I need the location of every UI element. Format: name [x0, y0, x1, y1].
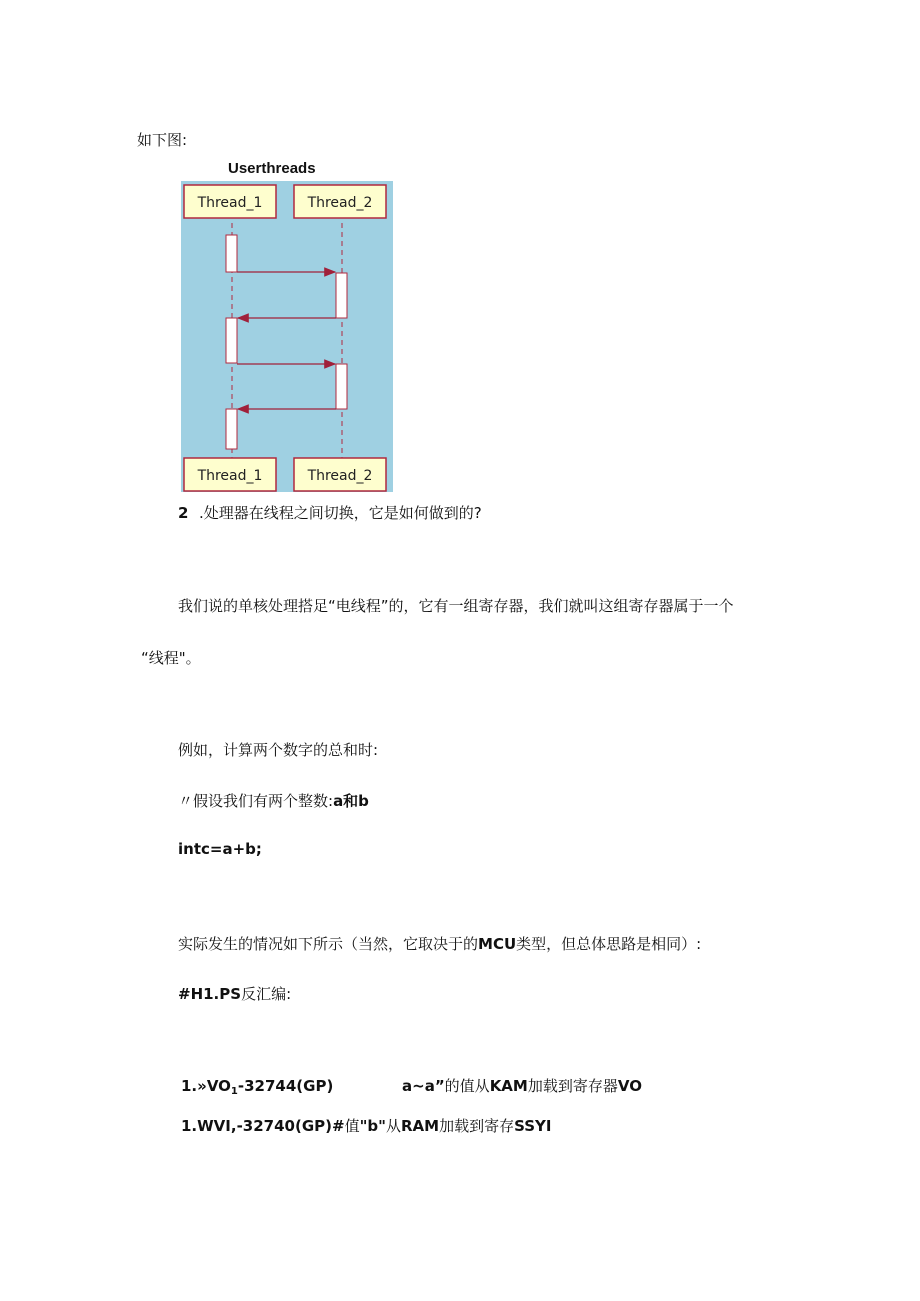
participant-label-thread-2-top: Thread_2 [307, 195, 373, 211]
code-comment [178, 791, 369, 811]
asm-line-1-op: 1.»VO [181, 1077, 231, 1095]
paragraph-3 [178, 934, 701, 954]
code-comment-text: 〃假设我们有两个整数: [178, 792, 334, 810]
asm-line-1-text-a: 的值从 [444, 1077, 490, 1095]
paragraph-1-line-2: “线程"。 [141, 649, 201, 667]
figure-title: Userthreads [228, 160, 316, 177]
asm-line-2-op: 1.WVI,-32740(GP)# [181, 1117, 345, 1135]
paragraph-3-post: 类型，但总体思路是相同）: [516, 935, 702, 953]
asm-line-1-instruction [181, 1076, 333, 1102]
asm-line-1-comment [402, 1076, 642, 1096]
asm-line-2-reg: SSYI [514, 1117, 552, 1135]
activation-thread-2-b [336, 364, 347, 409]
asm-label-text: 反汇编: [241, 985, 292, 1003]
activation-thread-1-c [226, 409, 237, 449]
sequence-diagram [181, 181, 393, 492]
section-heading: .处理器在线程之间切换，它是如何做到的? [199, 504, 482, 522]
asm-line-1-reg: VO [617, 1077, 642, 1095]
asm-line-1-mem: KAM [489, 1077, 528, 1095]
activation-thread-1-b [226, 318, 237, 363]
code-comment-vars: a和b [333, 792, 369, 810]
participant-label-thread-1-top: Thread_1 [197, 195, 263, 211]
asm-line-1-var: a~a” [402, 1077, 445, 1095]
code-line: intc=a+b; [178, 840, 262, 858]
asm-line-2-text-b: 从 [385, 1117, 401, 1135]
paragraph-2: 例如，计算两个数字的总和时: [178, 741, 379, 759]
asm-line-2-text-c: 加载到寄存 [439, 1117, 515, 1135]
asm-line-2-text-a: 值 [344, 1117, 360, 1135]
section-number: 2 [178, 504, 189, 522]
asm-line-2 [181, 1116, 551, 1136]
activation-thread-1-a [226, 235, 237, 272]
diagram-background [181, 181, 393, 492]
paragraph-3-mcu: MCU [478, 935, 517, 953]
asm-label-bold: #H1.PS [178, 985, 242, 1003]
asm-label [178, 984, 291, 1004]
paragraph-1-line-1: 我们说的单核处理搭足“电线程”的，它有一组寄存器，我们就叫这组寄存器属于一个 [178, 597, 734, 615]
participant-label-thread-2-bottom: Thread_2 [307, 468, 373, 484]
asm-line-1-text-b: 加载到寄存器 [527, 1077, 618, 1095]
asm-line-1-operand: -32744(GP) [237, 1077, 334, 1095]
asm-line-2-var: "b" [359, 1117, 386, 1135]
intro-text: 如下图: [137, 131, 188, 149]
asm-line-2-mem: RAM [400, 1117, 440, 1135]
participant-label-thread-1-bottom: Thread_1 [197, 468, 263, 484]
asm-line-1-sub: 1 [230, 1086, 238, 1097]
paragraph-3-pre: 实际发生的情况如下所示（当然，它取决于的 [178, 935, 479, 953]
activation-thread-2-a [336, 273, 347, 318]
